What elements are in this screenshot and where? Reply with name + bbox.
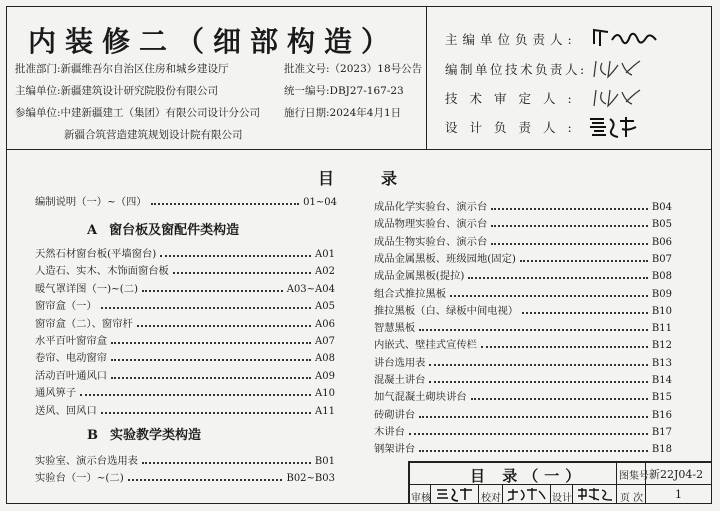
toc-entry-section-a[interactable] [35,316,335,330]
page-label: 页 次 [620,493,644,504]
toc-entry-code: B10 [651,305,672,317]
toc-entry-code: A06 [315,318,335,330]
title-block-divider [616,461,617,504]
leader-dots [101,307,311,309]
leader-dots [419,450,648,452]
toc-entry-label: 卷帘、电动窗帘 [35,352,108,365]
toc-entry-section-b-cont[interactable] [374,372,672,386]
toc-entry-section-b-cont[interactable] [374,441,672,455]
design-label: 设计 [552,493,572,504]
toc-entry-code: A08 [315,353,335,365]
toc-entry-section-b-cont[interactable] [374,268,672,282]
toc-entry-code: B06 [651,236,672,248]
toc-entry-section-a[interactable] [35,333,335,347]
unified-number: 统一编号:DBJ27-167-23 [284,85,404,97]
tb-cell-line [550,484,551,504]
toc-entry-section-b-cont[interactable] [374,234,672,248]
toc-entry-section-a[interactable] [35,350,335,364]
participant-unit-1: 参编单位:中建新疆建工（集团）有限公司设计分公司 [15,107,261,119]
toc-entry-label: 讲台选用表 [374,356,426,369]
toc-entry-code: B04 [651,202,672,213]
signature-role-design-lead: 设计负责人: [445,120,584,135]
toc-entry-code: A01 [315,249,335,260]
toc-entry-code: B12 [651,340,672,352]
tb-cell-line [572,484,573,504]
leader-dots [481,346,648,348]
header-info-panel [6,6,427,150]
toc-entry-label: 实验室、演示台选用表 [35,455,138,467]
designer-signature [575,486,615,502]
toc-entry-label: 内嵌式、壁挂式宣传栏 [374,339,477,352]
toc-entry-section-b-cont[interactable] [374,320,672,334]
leader-dots [101,412,311,414]
section-b-heading: B 实验教学类构造 [87,428,202,443]
toc-entry-code: A02 [315,266,335,278]
leader-dots [142,462,311,464]
toc-entry-section-b-cont[interactable] [374,199,672,213]
toc-entry-label: 人造石、实木、木饰面窗台板 [35,265,169,278]
leader-dots [111,377,311,379]
title-block-top-line [408,461,712,463]
toc-entry-label: 钢架讲台 [374,443,416,456]
toc-entry-code: B11 [651,323,672,335]
approval-number: 批准文号:（2023）18号公告 [284,63,423,75]
toc-entry-label: 砖砌讲台 [374,408,416,421]
toc-entry-code: A03~A04 [286,283,335,295]
page-number: 1 [675,488,682,501]
toc-entry-code: A05 [315,301,335,313]
toc-heading-right: 录 [381,169,398,188]
toc-entry-label: 成品金属黑板(提拉) [374,270,465,283]
toc-entry-code: B08 [651,271,672,283]
toc-entry-label: 成品化学实验台、演示台 [374,201,488,213]
toc-entry-label: 组合式推拉黑板 [374,287,447,300]
toc-entry-section-b[interactable] [35,453,335,467]
check-label: 校对 [481,493,501,504]
toc-entry-label: 成品金属黑板、班级园地(固定) [374,252,516,265]
toc-entry-code: B18 [651,444,672,456]
leader-dots [419,329,648,331]
toc-entry-code: B01 [314,456,335,467]
reviewer-signature [434,486,476,502]
toc-entry-section-b-cont[interactable] [374,424,672,438]
toc-entry-label: 智慧黑板 [374,322,416,335]
handwritten-signature-3 [590,86,650,110]
toc-entry-label: 加气混凝土砌块讲台 [374,391,467,404]
toc-entry-code: B09 [651,288,672,300]
toc-entry-label: 混凝土讲台 [374,374,426,386]
toc-entry-label: 窗帘盒（二）、窗帘杆 [35,317,133,330]
handwritten-signature-1 [590,26,680,50]
toc-entry-code: A07 [315,336,335,347]
toc-entry-label: 送风、回风口 [35,404,97,417]
leader-dots [80,394,311,396]
toc-entry-code: B17 [651,426,672,438]
toc-entry-section-b-cont[interactable] [374,251,672,265]
toc-entry-label: 木讲台 [374,425,405,438]
signature-role-tech-director: 编制单位技术负责人: [445,62,587,77]
toc-entry-section-a[interactable] [35,385,335,399]
leader-dots [491,208,648,210]
leader-dots [491,243,648,245]
signature-role-tech-reviewer: 技术审定人: [445,91,584,106]
leader-dots [409,433,648,435]
toc-entry-code: B07 [651,253,672,265]
checker-signature [505,486,549,502]
sheet-title: 目 录（一） [470,467,587,485]
leader-dots [173,272,311,274]
atlas-number-label: 图集号 [619,471,649,482]
toc-entry-label: 活动百叶通风口 [35,369,108,382]
leader-dots [522,312,648,314]
approval-department: 批准部门:新疆维吾尔自治区住房和城乡建设厅 [15,63,229,75]
handwritten-signature-2 [590,57,650,81]
toc-entry-code: A09 [315,370,335,382]
toc-entry-code: B13 [651,357,672,369]
effective-date: 施行日期:2024年4月1日 [284,107,402,119]
toc-entry-code: B15 [651,392,672,404]
toc-entry-label: 实验台（一）~(二) [35,472,124,485]
toc-entry-section-b[interactable] [35,470,335,484]
leader-dots [142,290,283,292]
leader-dots [471,398,648,400]
review-label: 审核 [411,493,431,504]
leader-dots [520,260,648,262]
toc-entry-section-a[interactable] [35,281,335,295]
toc-entry-code: B16 [651,409,672,421]
toc-entry-section-a[interactable] [35,298,335,312]
participant-unit-2: 新疆合筑营造建筑规划设计院有限公司 [64,129,243,141]
atlas-number: 新22J04-2 [649,468,704,481]
toc-entry-code: B05 [651,219,672,231]
toc-entry-section-b-cont[interactable] [374,216,672,230]
toc-entry-code: A10 [315,388,335,400]
toc-entry-label: 成品物理实验台、演示台 [374,218,488,231]
toc-entry-section-b-cont[interactable] [374,286,672,300]
toc-entry-section-b-cont[interactable] [374,389,672,403]
leader-dots [468,277,648,279]
atlas-title: 内装修二（细部构造） [28,25,399,58]
leader-dots [450,295,648,297]
toc-entry-section-b-cont[interactable] [374,337,672,351]
toc-entry-code: A11 [315,405,335,417]
toc-entry-section-a[interactable] [35,403,335,417]
toc-entry-label: 天然石材窗台板(平墙窗台) [35,248,157,260]
toc-entry-section-b-cont[interactable] [374,407,672,421]
toc-entry-label: 推拉黑板（白、绿板中间电视） [374,304,519,317]
leader-dots [160,255,311,257]
toc-entry-label: 通风箅子 [35,387,77,400]
leader-dots [419,416,648,418]
toc-entry-label: 成品生物实验台、演示台 [374,235,488,248]
leader-dots [128,479,283,481]
leader-dots [137,325,311,327]
toc-entry-label: 水平百叶窗帘盒 [35,335,108,347]
leader-dots [491,225,648,227]
toc-entry-code: B14 [651,375,672,386]
toc-heading-left: 目 [318,169,335,188]
leader-dots [111,342,311,344]
editor-unit: 主编单位:新疆建筑设计研究院股份有限公司 [15,85,219,97]
tb-cell-line [478,484,479,504]
section-a-heading: A 窗台板及窗配件类构造 [87,223,240,238]
toc-entry-section-a[interactable] [35,263,335,277]
title-block-left-line [408,461,410,504]
toc-entry-label: 暖气罩详图（一)~(二) [35,282,139,295]
tb-cell-line [502,484,503,504]
toc-entry-section-b-cont[interactable] [374,303,672,317]
handwritten-signature-4 [586,113,646,139]
leader-dots [429,381,647,383]
toc-entry-section-a[interactable] [35,246,335,260]
toc-entry-section-a[interactable] [35,368,335,382]
toc-entry-label: 窗帘盒（一） [35,300,97,313]
toc-entry-section-b-cont[interactable] [374,355,672,369]
signature-role-chief-editor: 主编单位负责人: [445,32,577,47]
leader-dots [111,359,311,361]
toc-entry-intro[interactable]: 编制说明（一）~（四） 01~04 [35,196,337,208]
toc-entry-code: B02~B03 [286,473,335,485]
leader-dots [429,364,647,366]
